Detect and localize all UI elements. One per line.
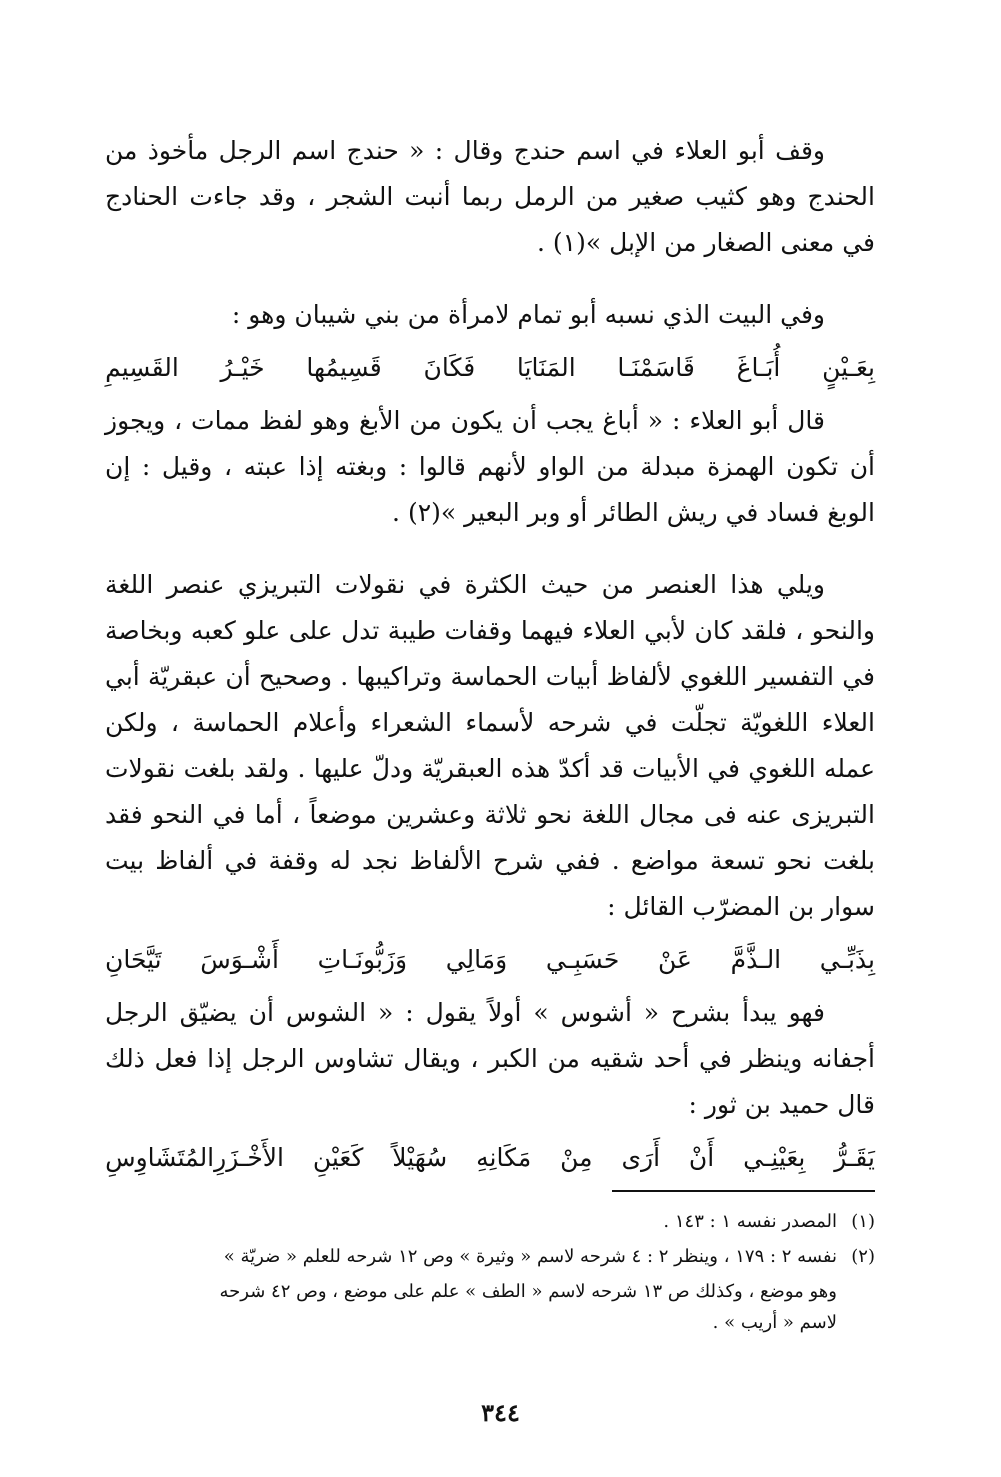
- verse-word: وَزَبُّونَـاتِ: [317, 945, 408, 974]
- verse-word: المَنَايَا: [516, 353, 576, 382]
- footnote-divider: [612, 1190, 875, 1192]
- verse-word: وَمَالِي: [445, 945, 508, 974]
- verse-word: كَعَيْنِ: [312, 1143, 364, 1172]
- verse-word: أَرَى: [621, 1143, 661, 1172]
- footnote-text: المصدر نفسه ١ : ١٤٣ .: [663, 1211, 837, 1232]
- verse-word: مِنْ: [560, 1143, 593, 1172]
- verse-word: عَنْ: [658, 945, 692, 974]
- verse-word: يَقَـرُّ: [834, 1143, 875, 1172]
- paragraph-hindij: وقف أبو العلاء في اسم حندج وقال : « حندج اسم الرجل مأخوذ من الحندج وهو كثيب صغير من الرمل ربما أنبت الشجر ، وقد جاءت الحنادج في معنى الصغار من الإبل »(١) .: [105, 136, 875, 257]
- verse-word: بِعَـيْنٍ: [822, 353, 875, 382]
- paragraph-language-grammar: ويلي هذا العنصر من حيث الكثرة في نقولات التبريزي عنصر اللغة والنحو ، فلقد كان لأبي العلاء فيهما وقفات طيبة تدل على علو كعبه وبخاصة في التفسير اللغوي لألفاظ أبيات الحماسة وتراكيبها . وصحيح أن عبقريّة أبي العلاء اللغويّة تجلّت في شرحه لأسماء الشعراء وأعلام الحماسة ، ولكن عمله اللغوي في الأبيات قد أكدّ هذه العبقريّة ودلّ عليها . ولقد بلغت نقولات التبريزى عنه فى مجال اللغة نحو ثلاثة وعشرين موضعاً ، أما في النحو فقد بلغت نحو تسعة مواضع . ففي شرح الألفاظ نجد له وقفة في ألفاظ بيت سوار بن المضرّب القائل :: [105, 570, 876, 921]
- footnote-number: (١): [851, 1211, 875, 1232]
- paragraph-shayban-intro: وفي البيت الذي نسبه أبو تمام لامرأة من بني شيبان وهو :: [231, 300, 825, 329]
- verse-word: فَكَانَ: [423, 353, 476, 382]
- verse-ashwas: [105, 940, 875, 980]
- footnote-2-continued: وهو موضع ، وكذلك ص ١٣ شرحه لاسم « الطف » علم على موضع ، وص ٤٢ شرحه: [219, 1281, 837, 1302]
- footnotes: [105, 1206, 875, 1338]
- verse-abagh: [105, 348, 875, 388]
- page-number: ٣٤٤: [481, 1398, 520, 1427]
- page-body: [105, 128, 875, 1188]
- verse-word: قَسِيمُها: [306, 353, 382, 382]
- verse-word: بِذَبِّـي: [819, 945, 875, 974]
- verse-word: حَسَبِـي: [545, 945, 620, 974]
- verse-word: خَيْـرُ: [220, 353, 265, 382]
- verse-word: أُبَـاغَ: [736, 353, 781, 382]
- paragraph-abagh-commentary: قال أبو العلاء : « أباغ يجب أن يكون من الأبغ وهو لفظ ممات ، ويجوز أن تكون الهمزة مبدلة من الواو لأنهم قالوا : وبغته إذا عبته ، وقيل : إن الوبغ فساد في ريش الطائر أو وبر البعير »(٢) .: [105, 406, 875, 527]
- footnote-2-continued: لاسم « أريب » .: [712, 1312, 837, 1333]
- verse-word: أَشْـوَسَ: [200, 945, 279, 974]
- footnote-1: [105, 1206, 875, 1237]
- footnote-number: (٢): [851, 1246, 875, 1267]
- verse-word: تَيَّحَانِ: [105, 945, 162, 974]
- verse-word: الـذَّمَّ: [730, 945, 782, 974]
- verse-word: الأَخْـزَرِالمُتَشَاوِسِ: [105, 1143, 284, 1172]
- verse-word: سُهَيْلاً: [392, 1143, 448, 1172]
- paragraph-ashwas-commentary: فهو يبدأ بشرح « أشوس » أولاً يقول : « الشوس أن يضيّق الرجل أجفانه وينظر في أحد شقيه من الكبر ، ويقال تشاوس الرجل إذا فعل ذلك قال حميد بن ثور :: [105, 998, 875, 1119]
- verse-word: القَسِيمِ: [105, 353, 179, 382]
- footnote-2: [105, 1241, 875, 1272]
- footnote-text: نفسه ٢ : ١٧٩ ، وينظر ٢ : ٤ شرحه لاسم « وثيرة » وص ١٢ شرحه للعلم « ضريّة »: [223, 1246, 837, 1267]
- verse-word: أَنْ: [688, 1143, 715, 1172]
- verse-word: مَكَانِهِ: [476, 1143, 532, 1172]
- verse-word: بِعَيْنِـي: [743, 1143, 806, 1172]
- verse-humayd: [105, 1138, 875, 1178]
- verse-word: قَاسَمْنَـا: [617, 353, 695, 382]
